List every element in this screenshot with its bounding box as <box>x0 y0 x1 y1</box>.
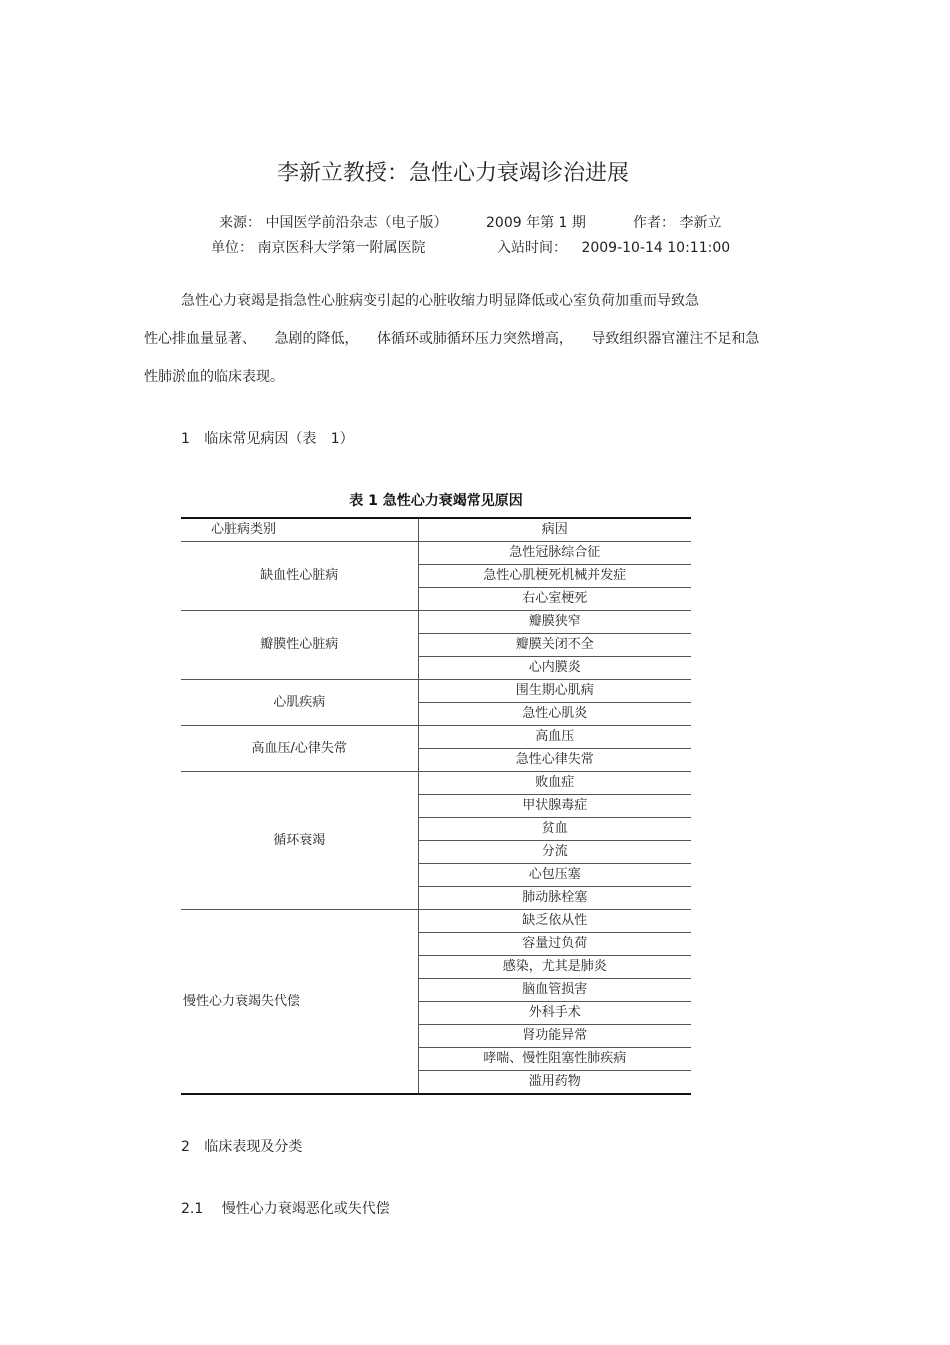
cause-cell: 右心室梗死 <box>418 588 691 611</box>
unit-value: 南京医科大学第一附属医院 <box>257 240 426 256</box>
author-value: 李新立 <box>679 215 722 231</box>
header-cause: 病因 <box>418 518 691 542</box>
category-cell: 缺血性心脏病 <box>181 542 418 611</box>
section-1-heading: 1 临床常见病因（表 1） <box>181 431 354 447</box>
cause-cell: 肺动脉栓塞 <box>418 887 691 910</box>
cause-cell: 急性冠脉综合征 <box>418 542 691 565</box>
cause-cell: 围生期心肌病 <box>418 680 691 703</box>
cause-cell: 急性心肌炎 <box>418 703 691 726</box>
issue: 2009 年第 1 期 <box>486 215 586 231</box>
source-label: 来源： <box>219 215 261 231</box>
time-line <box>497 237 730 257</box>
cause-cell: 哮喘、慢性阻塞性肺疾病 <box>418 1048 691 1071</box>
cause-cell: 心内膜炎 <box>418 657 691 680</box>
source-value: 中国医学前沿杂志（电子版） <box>265 215 448 231</box>
source-line <box>219 212 447 232</box>
cause-cell: 缺乏依从性 <box>418 910 691 933</box>
intro-line-1: 急性心力衰竭是指急性心脏病变引起的心脏收缩力明显降低或心室负荷加重而导致急 <box>181 293 699 309</box>
table-row <box>181 910 691 933</box>
author-label: 作者： <box>633 215 675 231</box>
unit-label: 单位： <box>211 240 253 256</box>
cause-cell: 急性心肌梗死机械并发症 <box>418 565 691 588</box>
section-2-1-heading: 2.1 慢性心力衰竭恶化或失代偿 <box>181 1201 390 1217</box>
table-caption: 表 1 急性心力衰竭常见原因 <box>349 493 523 509</box>
causes-table <box>181 517 691 1095</box>
page-title: 李新立教授：急性心力衰竭诊治进展 <box>276 161 629 186</box>
time-value: 2009-10-14 10:11:00 <box>581 240 731 256</box>
section-2-heading: 2 临床表现及分类 <box>181 1139 303 1155</box>
cause-cell: 心包压塞 <box>418 864 691 887</box>
cause-cell: 瓣膜关闭不全 <box>418 634 691 657</box>
category-cell: 心肌疾病 <box>181 680 418 726</box>
cause-cell: 急性心律失常 <box>418 749 691 772</box>
cause-cell: 贫血 <box>418 818 691 841</box>
author-line <box>633 212 721 232</box>
cause-cell: 脑血管损害 <box>418 979 691 1002</box>
table-row <box>181 680 691 703</box>
category-cell: 循环衰竭 <box>181 772 418 910</box>
category-cell: 瓣膜性心脏病 <box>181 611 418 680</box>
category-cell: 慢性心力衰竭失代偿 <box>181 910 418 1095</box>
cause-cell: 败血症 <box>418 772 691 795</box>
table-row <box>181 772 691 795</box>
cause-cell: 分流 <box>418 841 691 864</box>
category-cell: 高血压/心律失常 <box>181 726 418 772</box>
unit-line <box>211 237 425 257</box>
cause-cell: 滥用药物 <box>418 1071 691 1095</box>
table-row <box>181 542 691 565</box>
header-category: 心脏病类别 <box>181 518 418 542</box>
table-row <box>181 611 691 634</box>
cause-cell: 容量过负荷 <box>418 933 691 956</box>
cause-cell: 高血压 <box>418 726 691 749</box>
table-body <box>181 542 691 1095</box>
intro-line-2: 性心排血量显著、 急剧的降低， 体循环或肺循环压力突然增高， 导致组织器官灌注不足和急 <box>144 331 760 347</box>
intro-line-3: 性肺淤血的临床表现。 <box>144 369 284 385</box>
cause-cell: 肾功能异常 <box>418 1025 691 1048</box>
cause-cell: 外科手术 <box>418 1002 691 1025</box>
cause-cell: 甲状腺毒症 <box>418 795 691 818</box>
table-row <box>181 726 691 749</box>
table-header-row <box>181 518 691 542</box>
cause-cell: 感染，尤其是肺炎 <box>418 956 691 979</box>
time-label: 入站时间： <box>497 240 567 256</box>
cause-cell: 瓣膜狭窄 <box>418 611 691 634</box>
